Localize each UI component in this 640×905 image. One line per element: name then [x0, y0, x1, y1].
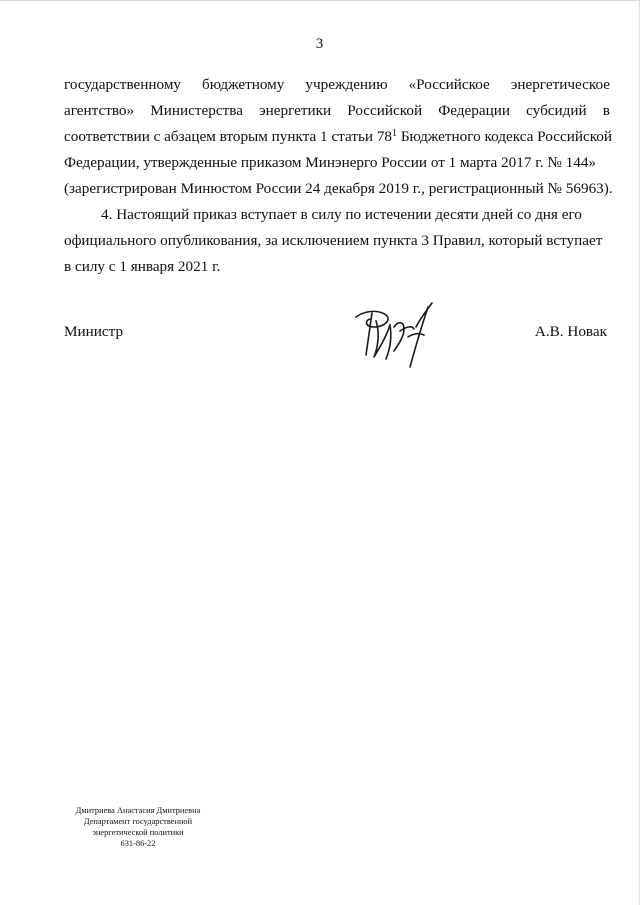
word: Министерства	[150, 102, 243, 119]
text-segment: соответствии с абзацем вторым пункта 1 статьи 78	[64, 128, 393, 145]
word: Федерации	[438, 102, 510, 119]
text-line	[64, 72, 610, 98]
word: учреждению	[305, 76, 388, 93]
word: энергетическое	[510, 76, 610, 93]
executor-info	[64, 805, 212, 849]
text-line	[64, 98, 610, 124]
executor-department: энергетической политики	[92, 828, 184, 837]
word: «Российское	[408, 76, 490, 93]
text-line: в силу с 1 января 2021 г.	[64, 258, 221, 275]
executor-name: Дмитриева Анастасия Дмитриевна	[75, 806, 201, 815]
paragraph-item-4	[64, 202, 610, 280]
text-line: официального опубликования, за исключением пункта 3 Правил, который вступает	[64, 232, 603, 249]
word: Российской	[347, 102, 423, 119]
superscript: 1	[392, 128, 398, 139]
signer-name: А.В. Новак	[534, 323, 607, 340]
text-line: 4. Настоящий приказ вступает в силу по истечении десяти дней со дня его	[101, 206, 582, 223]
executor-phone: 631-86-22	[120, 839, 156, 848]
text-line: (зарегистрирован Минюстом России 24 декабря 2019 г., регистрационный № 56963).	[64, 180, 613, 197]
word: государственному	[64, 76, 182, 93]
page-number: 3	[315, 36, 324, 52]
text-line: Федерации, утвержденные приказом Минэнерго России от 1 марта 2017 г. № 144»	[64, 154, 597, 171]
executor-department: Департамент государственной	[83, 817, 193, 826]
word: бюджетному	[202, 76, 285, 93]
word: агентство»	[64, 102, 135, 119]
word: в	[602, 102, 610, 119]
paragraph-continuation	[64, 72, 613, 202]
word: энергетики	[259, 102, 332, 119]
handwritten-signature	[350, 297, 450, 369]
text-segment: Бюджетного кодекса Российской	[397, 128, 613, 145]
word: субсидий	[526, 102, 587, 119]
signer-position: Министр	[64, 323, 124, 340]
text-line	[64, 124, 613, 150]
